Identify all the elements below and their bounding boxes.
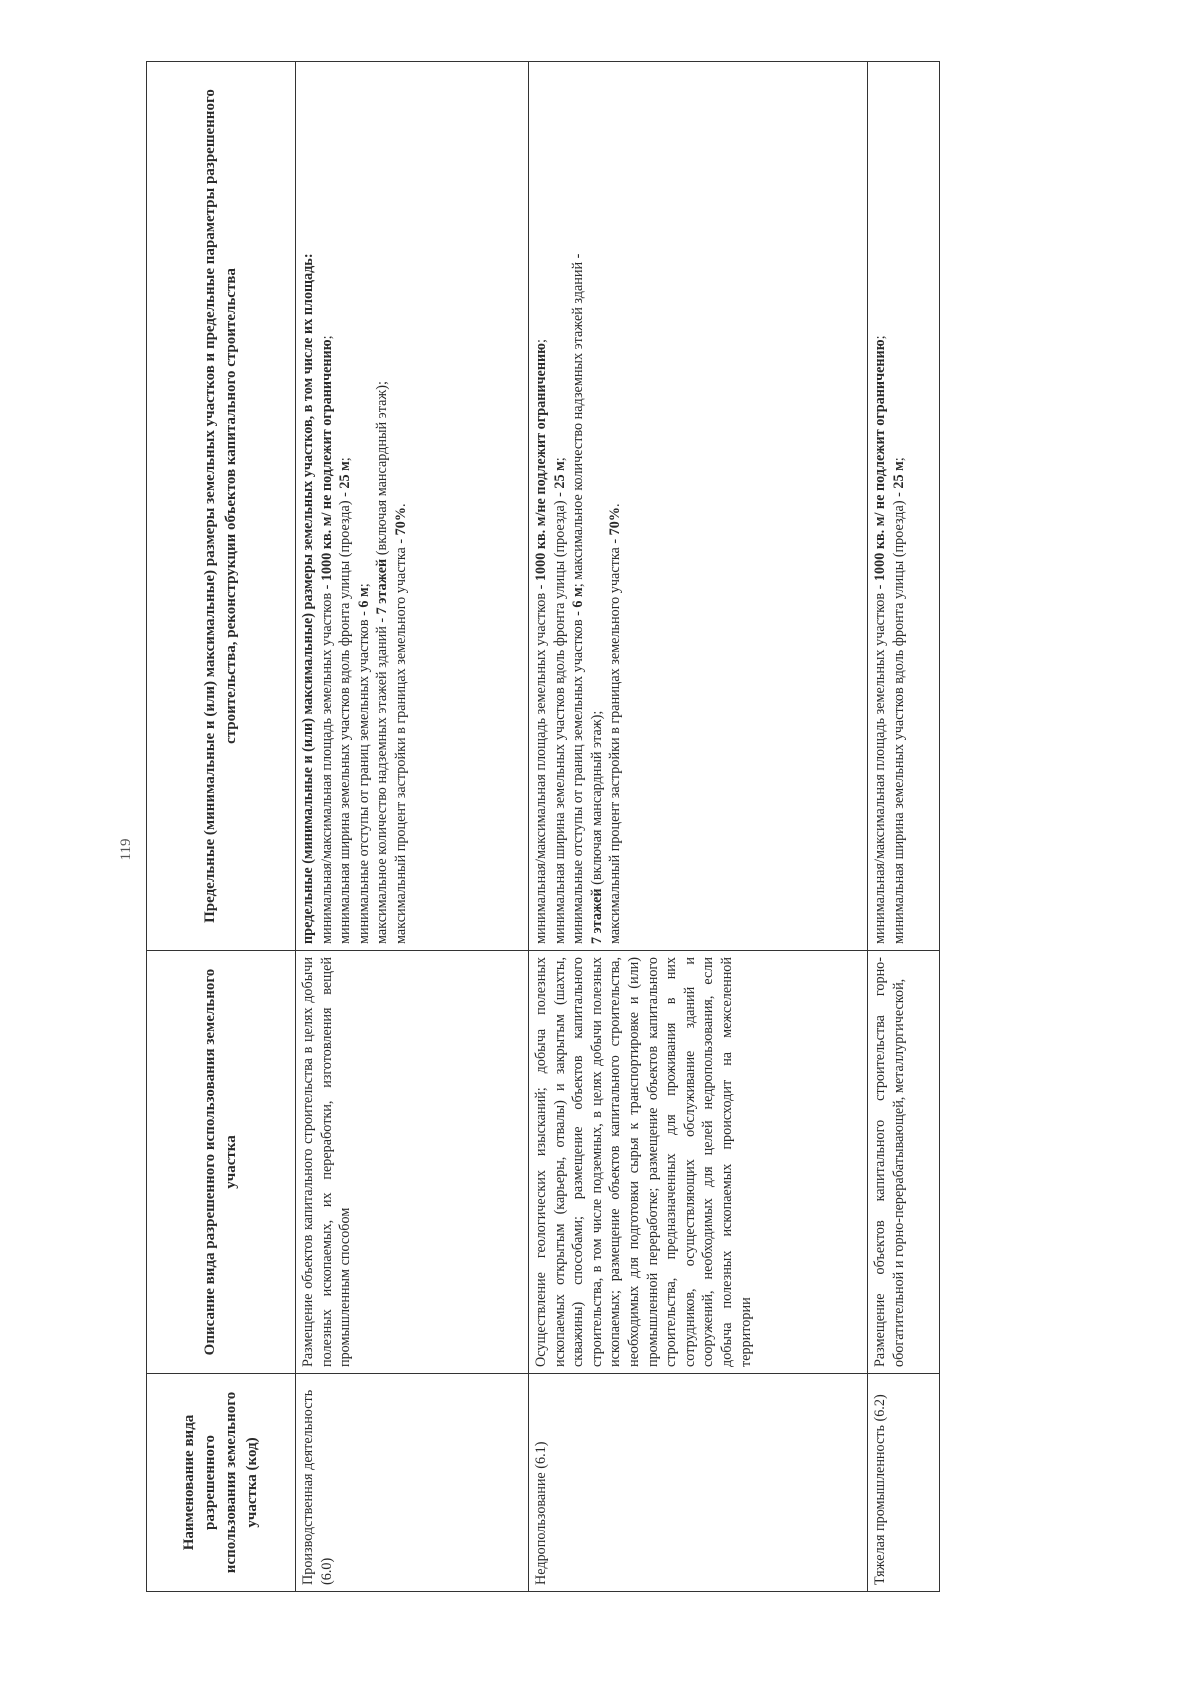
param-line [532, 68, 551, 944]
header-params: Предельные (минимальные и (или) максимальные) размеры земельных участков и предельные параметры разрешенного строительства, реконструкции объектов капитального строительства [147, 62, 296, 951]
param-text: ; [318, 335, 335, 340]
header-name: Наименование вида разрешенного использования земельного участка (код) [147, 1374, 296, 1592]
param-text: максимальное количество надземных этажей зданий - [374, 614, 391, 944]
param-value: 1000 кв. м/не подлежит ограничению [533, 342, 549, 582]
param-text: минимальная ширина земельных участков вдоль фронта улицы (проезда) - [551, 488, 568, 944]
header-description: Описание вида разрешенного использования земельного участка [147, 951, 296, 1374]
param-value: 7 этажей [588, 888, 605, 944]
param-value: 25 м [337, 461, 354, 489]
param-line [373, 68, 392, 944]
param-line [588, 68, 607, 944]
param-text: минимальные отступы от границ земельных участков - [355, 607, 372, 944]
use-params [296, 62, 529, 951]
param-text: максимальный процент застройки в границах земельного участка - [392, 535, 409, 944]
param-line [336, 68, 355, 944]
param-line [318, 68, 337, 944]
page-number: 119 [118, 838, 134, 861]
use-description: Размещение объектов капитального строительства в целях добычи полезных ископаемых, их переработки, изготовления вещей промышленным способом [296, 951, 529, 1374]
param-value: 25 м [890, 461, 907, 489]
param-value: 1000 кв. м/ не подлежит ограничению [318, 339, 335, 582]
param-text: ; [355, 583, 372, 588]
table-row [296, 62, 529, 1592]
param-value: 1000 кв. м/ не подлежит ограничению [872, 339, 888, 582]
use-name: Производственная деятельность (6.0) [296, 1374, 529, 1592]
param-text: минимальная/максимальная площадь земельных участков - [872, 581, 888, 944]
param-text: (включая мансардный этаж); [374, 381, 391, 559]
use-description: Осуществление геологических изысканий; добыча полезных ископаемых открытым (карьеры, отвалы) и закрытым (шахты, скважины) способами; размещение объектов капитального строительства, в том числе подземных, в целях добычи полезных ископаемых; размещение объектов капитального строительства, необходимых для подготовки сырья к транспортировке и (или) промышленной переработке; размещение объектов капитального строительства, предназначенных для проживания в них сотрудников, осуществляющих обслуживание зданий и сооружений, необходимых для целей недропользования, если добыча полезных ископаемых происходит на межселенной территории [529, 951, 868, 1374]
use-params [868, 62, 940, 951]
param-value: 6 м [355, 587, 372, 608]
use-description: Размещение объектов капитального строительства горно-обогатительной и горно-перерабатывающей, металлургической, [868, 951, 940, 1374]
use-name: Недропользование (6.1) [529, 1374, 868, 1592]
param-text: . [392, 503, 409, 507]
param-value: 6 м [570, 587, 587, 608]
param-text: ; [337, 457, 354, 462]
param-line [299, 68, 318, 944]
param-value: 7 этажей [374, 558, 391, 615]
param-value: 70% [392, 507, 409, 536]
param-text: ; максимальное количество надземных этажей зданий - [570, 253, 587, 588]
param-text: ; [551, 457, 568, 462]
param-value: 25 м [551, 461, 568, 489]
use-params [529, 62, 868, 951]
table-row [529, 62, 868, 1592]
param-line [569, 68, 588, 944]
param-value: 70% [607, 507, 624, 536]
param-text: ; [890, 457, 907, 462]
param-line [392, 68, 411, 944]
param-text: минимальная/максимальная площадь земельных участков - [318, 581, 335, 944]
param-value: предельные (минимальные и (или) максимальные) размеры земельных участков, в том числе их площадь: [300, 253, 316, 944]
param-text: ; [533, 339, 549, 343]
param-text: максимальный процент застройки в границах земельного участка - [607, 535, 624, 944]
param-text: минимальная ширина земельных участков вдоль фронта улицы (проезда) - [890, 488, 907, 944]
param-text: минимальная/максимальная площадь земельных участков - [533, 581, 549, 944]
param-line [871, 68, 890, 944]
param-text: . [607, 503, 624, 507]
use-name: Тяжелая промышленность (6.2) [868, 1374, 940, 1592]
table-row [868, 62, 940, 1592]
param-text: минимальные отступы от границ земельных участков - [570, 607, 587, 944]
param-text: ; [872, 335, 888, 340]
table-header-row [147, 62, 296, 1592]
param-text: минимальная ширина земельных участков вдоль фронта улицы (проезда) - [337, 488, 354, 944]
param-text: (включая мансардный этаж); [588, 710, 605, 889]
param-line [355, 68, 374, 944]
param-line [551, 68, 570, 944]
param-line [606, 68, 625, 944]
land-use-table [146, 61, 940, 1592]
param-line [890, 68, 909, 944]
